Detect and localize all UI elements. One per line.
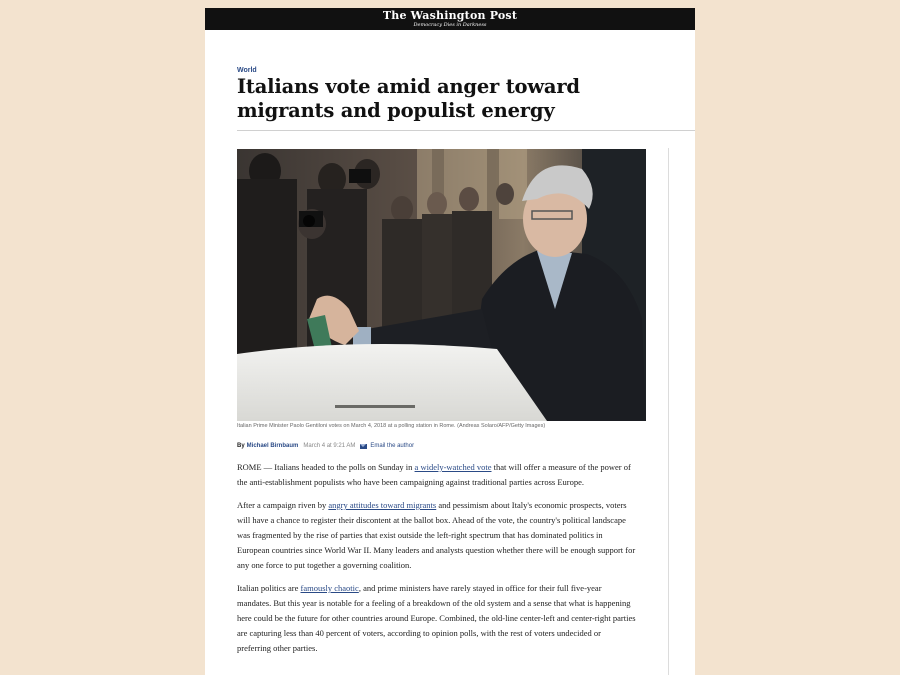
link-widely-watched-vote[interactable]: a widely-watched vote [414, 462, 492, 472]
paragraph-text: After a campaign riven by [237, 500, 329, 510]
section-label[interactable]: World [237, 67, 257, 74]
article-body [237, 460, 637, 664]
author-link[interactable]: Michael Birnbaum [246, 443, 299, 449]
headline-divider [237, 130, 695, 131]
link-famously-chaotic[interactable]: famously chaotic [300, 583, 359, 593]
paragraph-text: and pessimism about Italy's economic prospects, voters will have a chance to register their discontent at the ballot box. Ahead of the vote, the country's political landscape was fragmented by the rise of parties that exist outside the left-right spectrum that has dominated politics in European countries since World War II. Many leaders and analysts question whether there will be enough support for any one force to put together a governing coalition. [237, 500, 636, 570]
link-angry-attitudes[interactable]: angry attitudes toward migrants [328, 500, 437, 510]
email-author-link[interactable]: Email the author [370, 443, 415, 449]
paragraph-text: that will offer a measure of the power of the anti-establishment populists who have been campaigning against traditional parties across Europe. [237, 462, 631, 487]
paragraph-3 [237, 581, 637, 656]
article-page [205, 8, 695, 675]
paragraph-text: Italian politics are [237, 583, 301, 593]
article-photo [237, 149, 646, 421]
masthead-bar [205, 8, 695, 30]
photo-caption: Italian Prime Minister Paolo Gentiloni votes on March 4, 2018 at a polling station in Rome. (Andreas Solaro/AFP/Getty Images) [237, 423, 546, 429]
column-divider [668, 148, 669, 675]
mail-icon[interactable] [360, 444, 367, 449]
paragraph-1 [237, 460, 637, 490]
masthead-tagline: Democracy Dies in Darkness [413, 22, 487, 28]
byline-prefix: By [237, 443, 245, 449]
washington-post-logo[interactable]: The Washington Post [382, 9, 518, 22]
byline [237, 441, 414, 451]
paragraph-2 [237, 498, 637, 573]
paragraph-text: , and prime ministers have rarely stayed in office for their full five-year mandates. But this year is notable for a feeling of a breakdown of the old system and a sense that what is happening here could be the future for other countries around Europe. Combined, the old-line center-left and center-right parties are capturing less than 40 percent of voters, according to opinion polls, with the rest of voters undecided or preferring other parties. [237, 583, 636, 653]
article-headline: Italians vote amid anger toward migrants and populist energy [237, 75, 580, 122]
photo-illustration [237, 149, 646, 421]
paragraph-text: ROME — Italians headed to the polls on Sunday in [237, 462, 415, 472]
publish-timestamp: March 4 at 9:21 AM [303, 443, 356, 449]
